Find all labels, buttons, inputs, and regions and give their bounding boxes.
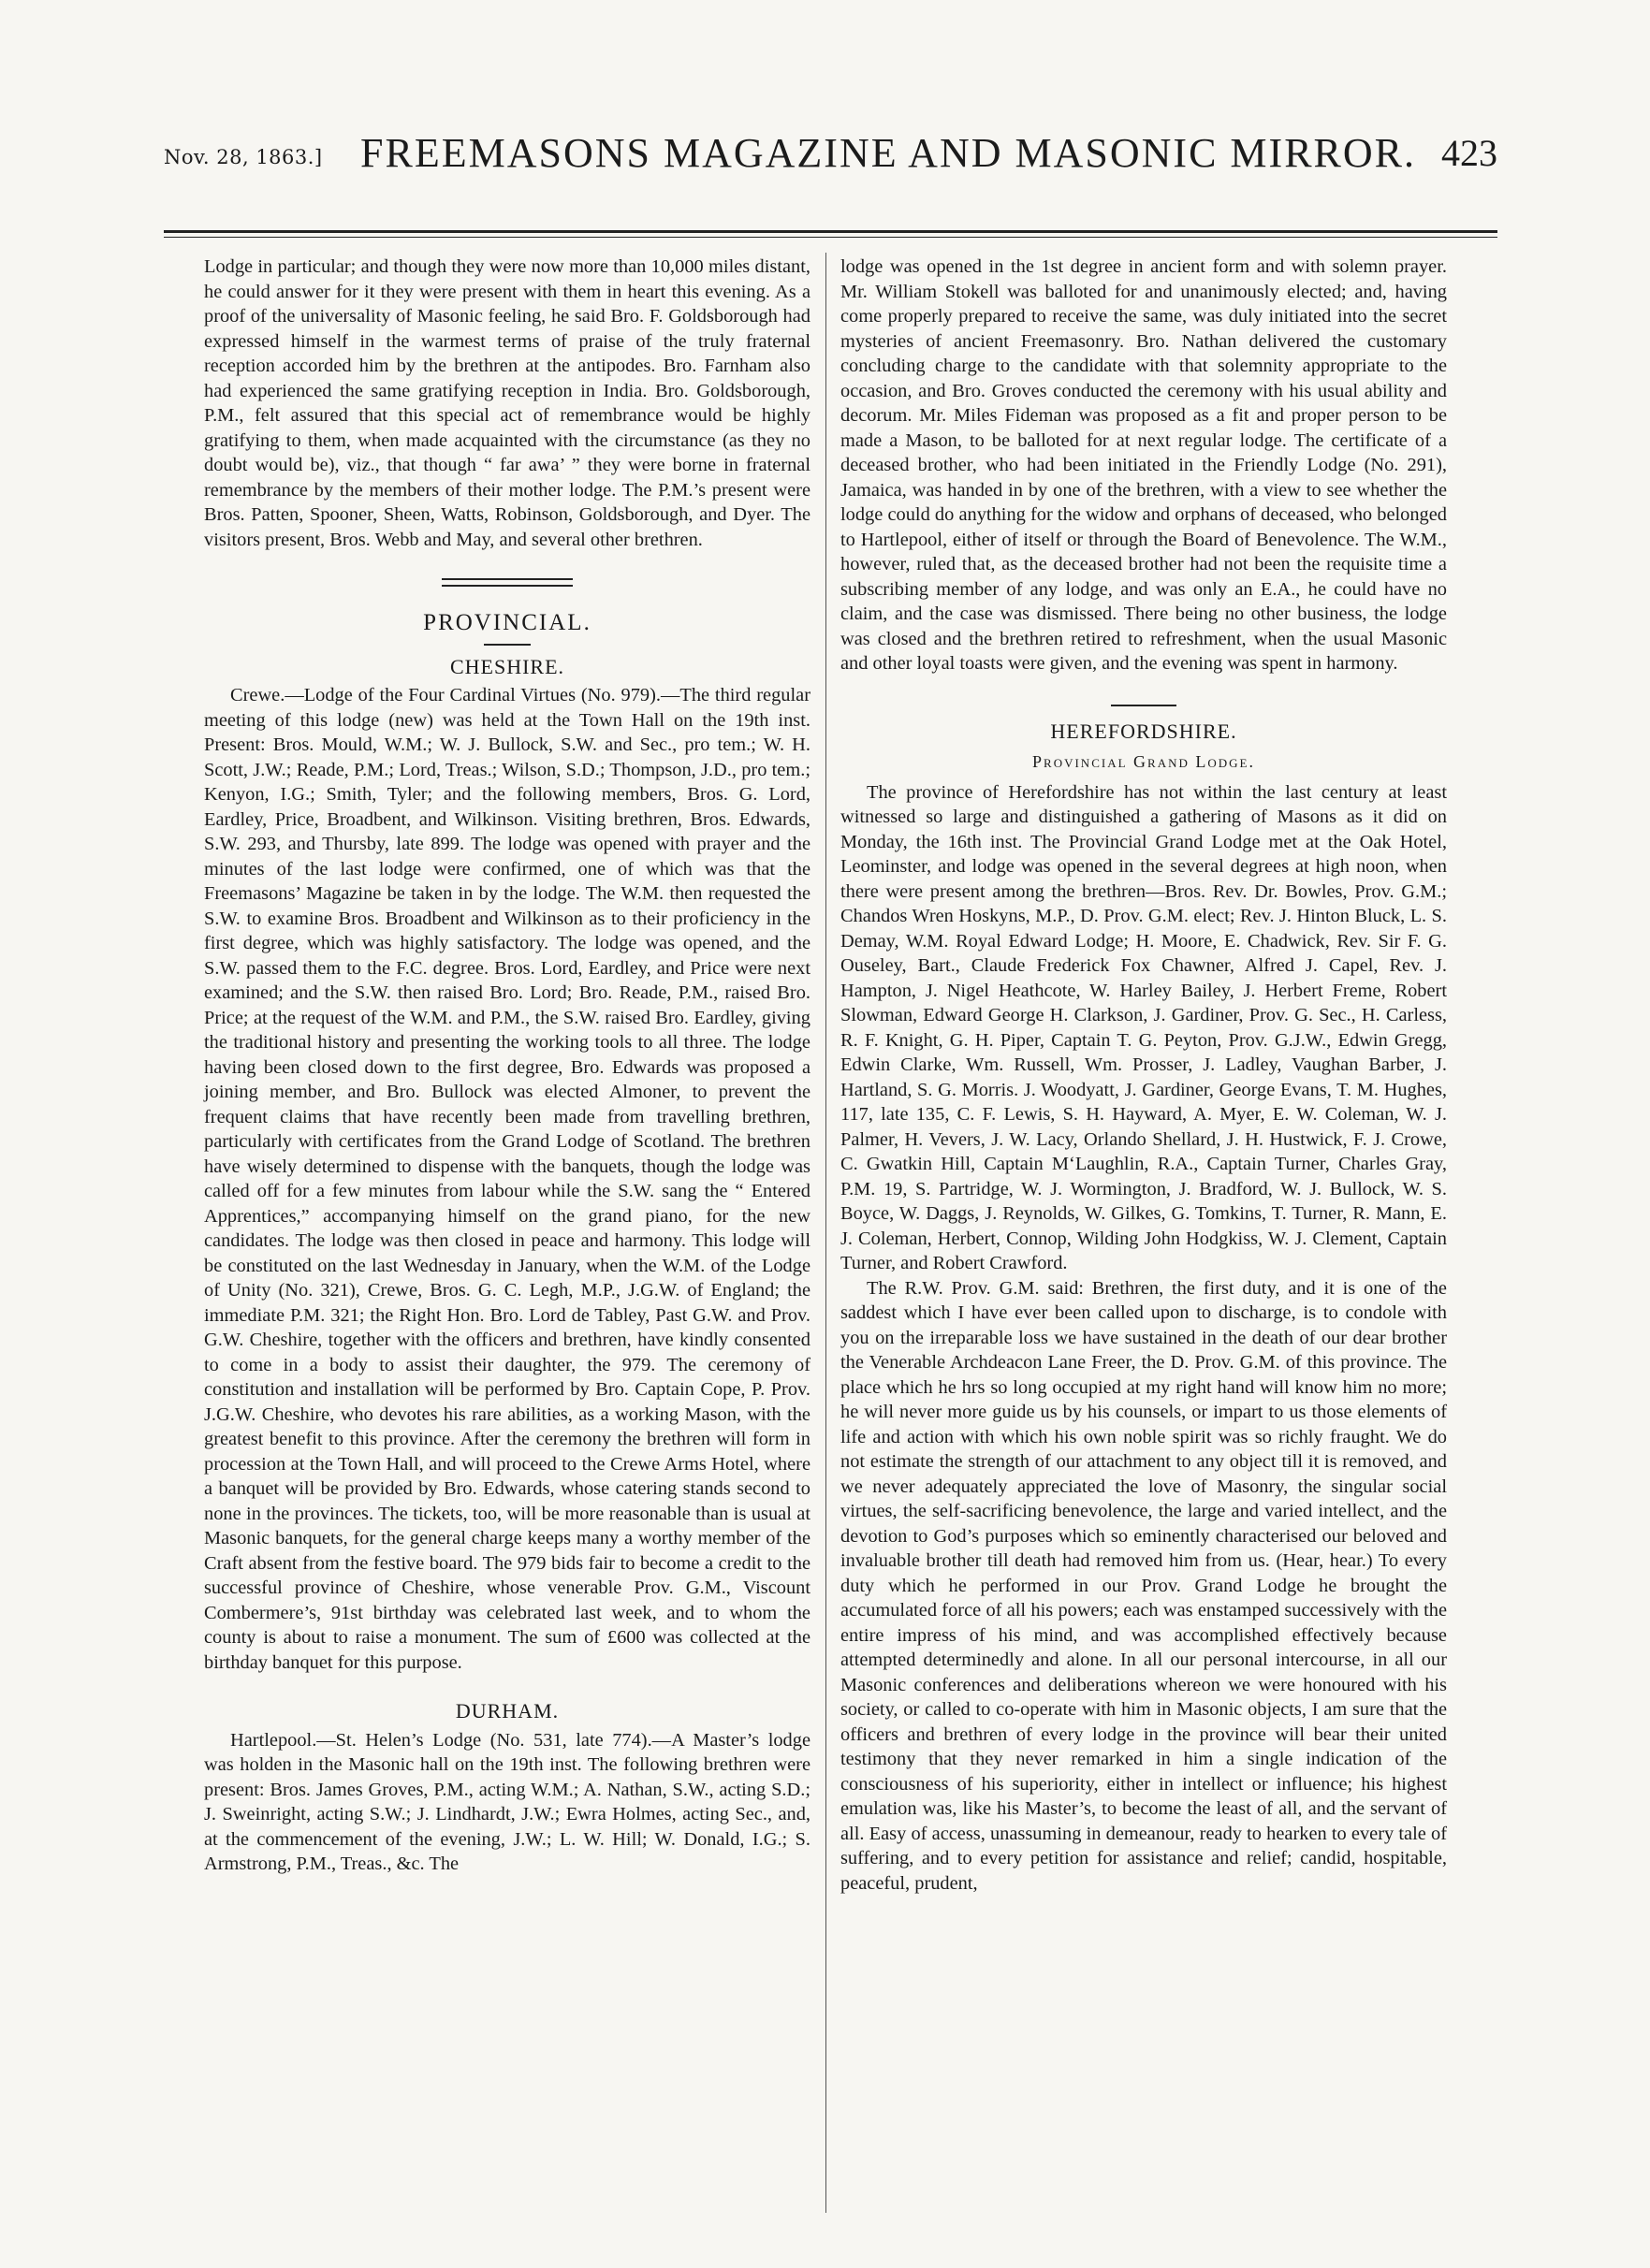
masthead-rule-thick xyxy=(164,230,1497,233)
publication-title: FREEMASONS MAGAZINE AND MASONIC MIRROR. xyxy=(360,130,1417,176)
subheading-provincial-grand-lodge: Provincial Grand Lodge. xyxy=(1032,752,1255,771)
heading-cheshire: CHESHIRE. xyxy=(449,654,565,678)
right-column xyxy=(840,254,1447,1896)
section-separator xyxy=(442,578,573,587)
herefordshire-address: The R.W. Prov. G.M. said: Brethren, the first duty, and it is one of the saddest which I have ever been called upon to discharge, is to condole with you on the irreparable loss we have sustained in the death of our dear brother the Venerable Archdeacon Lane Freer, the D. Prov. G.M. of this province. The place which he hrs so long occupied at my right hand will know him no more; he will never more guide us by his counsels, or impart to us those elements of life and action with which his own noble spirit was so richly fraught. We do not estimate the strength of our attachment to any object till it is removed, and we never adequately appreciated the love of Masonry, the singular social virtues, the self-sacrificing benevolence, the large and varied intellect, and the devotion to God’s purposes which so eminently characterised our beloved and invaluable brother till death had removed him from us. (Hear, hear.) To every duty which he performed in our Prov. Grand Lodge he brought the accumulated force of all his powers; each was enstamped successively with the entire impress of his mind, and was accomplished effectively because attempted determinedly and alone. In all our personal intercourse, in all our Masonic conferences and deliberations whereon we were honoured with his society, or called to co-operate with him in Masonic objects, I am sure that the officers and brethren of every lodge in the province will bear their united testimony that they never remarked in him a single indication of the consciousness of his superiority, either in intellect or influence; his highest emulation was, like his Master’s, to become the least of all, and the servant of all. Easy of access, unassuming in demeanour, ready to hearken to every tale of suffering, and to every petition for assistance and relief; candid, hospitable, peaceful, prudent, xyxy=(840,1277,1447,1894)
page-number: 423 xyxy=(1441,132,1497,174)
continued-paragraph: Lodge in particular; and though they were now more than 10,000 miles distant, he could answer for it they were present with them in heart this evening. As a proof of the universality of Masonic feeling, he said Bro. F. Goldsborough had expressed himself in the warmest terms of praise of the truly fraternal reception accorded him by the brethren at the antipodes. Bro. Farnham also had experienced the same gratifying reception in India. Bro. Goldsborough, P.M., felt assured that this special act of remembrance would be highly gratifying to them, when made acquainted with the circumstance (as they no doubt would be), viz., that though “ far awa’ ” they were borne in fraternal remembrance by the members of their mother lodge. The P.M.’s present were Bros. Patten, Spooner, Sheen, Watts, Robinson, Goldsborough, and Dyer. The visitors present, Bros. Webb and May, and several other brethren. xyxy=(204,256,810,550)
masthead-rule-thin xyxy=(164,237,1497,238)
issue-date: Nov. 28, 1863.] xyxy=(164,146,323,168)
column-divider xyxy=(825,253,826,2213)
durham-report: Hartlepool.—St. Helen’s Lodge (No. 531, late 774).—A Master’s lodge was holden in the Masonic hall on the 19th inst. The following brethren were present: Bros. James Groves, P.M., acting W.M.; A. Nathan, S.W., acting S.D.; J. Sweinright, acting S.W.; J. Lindhardt, J.W.; Ewra Holmes, acting Sec., and, at the commencement of the evening, J.W.; L. W. Hill; W. Donald, I.G.; S. Armstrong, P.M., Treas., &c. The xyxy=(204,1729,810,1874)
heading-herefordshire: HEREFORDSHIRE. xyxy=(1050,719,1237,743)
section-heading-provincial: PROVINCIAL. xyxy=(423,610,591,635)
heading-durham: DURHAM. xyxy=(455,1699,560,1723)
cheshire-report: Crewe.—Lodge of the Four Cardinal Virtues (No. 979).—The third regular meeting of this lodge (new) was held at the Town Hall on the 19th inst. Present: Bros. Mould, W.M.; W. J. Bullock, S.W. and Sec., pro tem.; W. H. Scott, J.W.; Reade, P.M.; Lord, Treas.; Wilson, S.D.; Thompson, J.D., pro tem.; Kenyon, I.G.; Smith, Tyler; and the following members, Bros. G. Lord, Eardley, Price, Broadbent, and Wilkinson. Visiting brethren, Bros. Edwards, S.W. 293, and Thursby, late 899. The lodge was opened with prayer and the minutes of the last lodge were confirmed, one of which was that the Freemasons’ Magazine be taken in by the lodge. The W.M. then requested the S.W. to examine Bros. Broadbent and Wilkinson as to their proficiency in the first degree, which was highly satisfactory. The lodge was opened, and the S.W. passed them to the F.C. degree. Bros. Lord, Eardley, and Price were next examined; and the S.W. then raised Bro. Lord; Bro. Reade, P.M., raised Bro. Price; at the request of the W.M. and P.M., the S.W. raised Bro. Eardley, giving the traditional history and presenting the working tools to all three. The lodge having been closed down to the first degree, Bro. Edwards was proposed a joining member, and Bro. Bullock was elected Almoner, to prevent the frequent claims that have recently been made from travelling brethren, particularly with certificates from the Grand Lodge of Scotland. The brethren have wisely determined to dispense with the banquets, though the lodge was called off for a few minutes from labour while the S.W. sang the “ Entered Apprentices,” accompanying himself on the grand piano, for the new candidates. The lodge was then closed in peace and harmony. This lodge will be constituted on the last Wednesday in January, when the W.M. of the Lodge of Unity (No. 321), Crewe, Bros. G. C. Legh, M.P., J.G.W. of England; the immediate P.M. 321; the Right Hon. Bro. Lord de Tabley, Past G.W. and Prov. G.W. Cheshire, together with the officers and brethren, have kindly consented to come in a body to assist their daughter, the 979. The ceremony of constitution and installation will be performed by Bro. Captain Cope, P. Prov. J.G.W. Cheshire, who devotes his rare abilities, as a working Mason, with the greatest benefit to this province. After the ceremony the brethren will form in procession at the Town Hall, and will proceed to the Crewe Arms Hotel, where a banquet will be provided by Bro. Edwards, whose catering stands second to none in the provinces. The tickets, too, will be more reasonable than is usual at Masonic banquets, for the general charge keeps many a worthy member of the Craft absent from the festive board. The 979 bids fair to become a credit to the successful province of Cheshire, whose venerable Prov. G.M., Viscount Combermere’s, 91st birthday was celebrated last week, and to whom the county is about to raise a monument. The sum of £600 was collected at the birthday banquet for this purpose. xyxy=(204,685,810,1673)
herefordshire-report: The province of Herefordshire has not within the last century at least witnessed so large and distinguished a gathering of Masons as it did on Monday, the 16th inst. The Provincial Grand Lodge met at the Oak Hotel, Leominster, and lodge was opened in the several degrees at high noon, when there were present among the brethren—Bros. Rev. Dr. Bowles, Prov. G.M.; Chandos Wren Hoskyns, M.P., D. Prov. G.M. elect; Rev. J. Hinton Bluck, L. S. Demay, W.M. Royal Edward Lodge; H. Moore, E. Chadwick, Rev. Sir F. G. Ouseley, Bart., Claude Frederick Fox Chawner, Alfred J. Capel, Rev. J. Hampton, J. Nigel Heathcote, W. Harley Bailey, J. Herbert Freme, Robert Slowman, Edward George H. Clarkson, J. Gardiner, Prov. G. Sec., H. Carless, R. F. Knight, G. H. Piper, Captain T. G. Peyton, Prov. G.J.W., Edwin Gregg, Edwin Clarke, Wm. Russell, Wm. Prosser, J. Ladley, Vaughan Barber, J. Hartland, S. G. Morris. J. Woodyatt, J. Gardiner, George Evans, T. M. Hughes, 117, late 135, C. F. Lewis, S. H. Hayward, A. Myer, E. W. Coleman, W. J. Palmer, H. Vevers, J. W. Lacy, Orlando Shellard, J. H. Hustwick, F. J. Crowe, C. Gwatkin Hill, Captain M‘Laughlin, R.A., Captain Turner, Charles Gray, P.M. 19, S. Partridge, W. J. Wormington, J. Bradford, W. J. Bullock, W. S. Boyce, W. Daggs, J. Reynolds, W. Gilkes, G. Tomkins, T. Turner, R. Mann, E. J. Coleman, Herbert, Connop, Wilding John Hodgkiss, W. J. Clement, Captain Turner, and Robert Crawford. xyxy=(840,781,1447,1273)
durham-report-continued: lodge was opened in the 1st degree in ancient form and with solemn prayer. Mr. William Stokell was balloted for and unanimously elected; and, having come properly prepared to receive the same, was duly initiated into the secret mysteries of ancient Freemasonry. Bro. Nathan delivered the customary concluding charge to the candidate with that solemnity appropriate to the occasion, and Bro. Groves conducted the ceremony with his usual ability and decorum. Mr. Miles Fideman was proposed as a fit and proper person to be made a Mason, to be balloted for at next regular lodge. The certificate of a deceased brother, who had been initiated in the Friendly Lodge (No. 291), Jamaica, was handed in by one of the brethren, with a view to see whether the lodge could do anything for the widow and orphans of deceased, who belonged to Hartlepool, either of itself or through the Board of Benevolence. The W.M., however, ruled that, as the deceased brother had not been the requisite time a subscribing member of any lodge, and was only an E.A., he could have no claim, and the case was dismissed. There being no other business, the lodge was closed and the brethren retired to refreshment, when the usual Masonic and other loyal toasts were given, and the evening was spent in harmony. xyxy=(840,256,1447,674)
left-column xyxy=(204,254,810,1877)
masthead xyxy=(164,127,1497,183)
article-separator xyxy=(1111,705,1176,706)
heading-underline xyxy=(484,644,531,646)
